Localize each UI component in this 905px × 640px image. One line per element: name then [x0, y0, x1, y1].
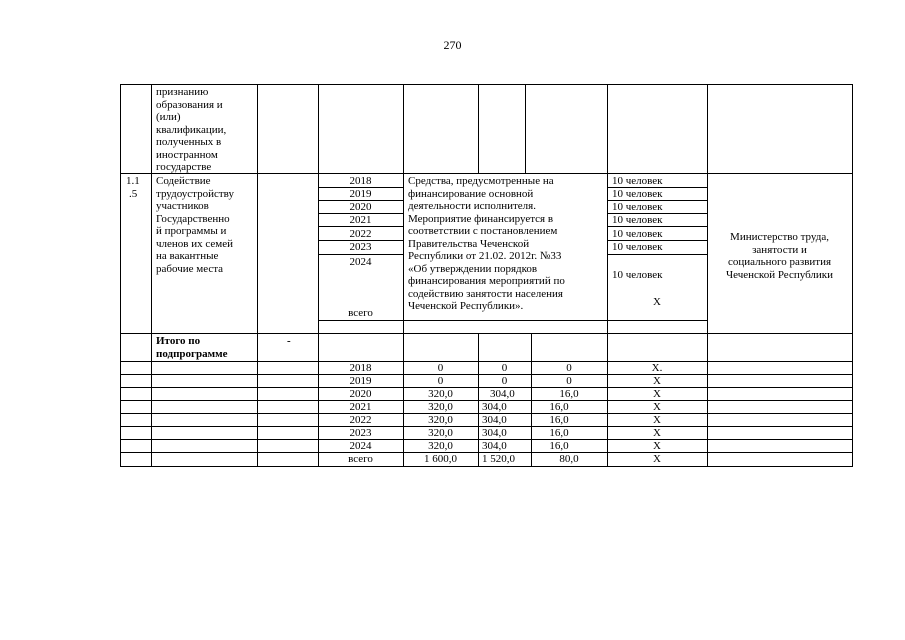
funding-text-line: соответствии с постановлением	[408, 225, 558, 237]
table-rule	[151, 84, 152, 466]
total-col3: 16,0	[549, 401, 569, 413]
table-rule	[607, 254, 707, 255]
activity-name-line: Государственно	[156, 212, 230, 225]
funding-text-line: Республики от 21.02. 2012г. №33	[408, 250, 562, 262]
total-col2: 0	[501, 362, 508, 374]
indicator-cell: 10 человек	[612, 241, 663, 253]
indicator-cell: 10 человек	[612, 269, 663, 281]
activity-name-line: участников	[156, 200, 209, 212]
activity-name-line: на вакантные	[156, 250, 219, 262]
indicator-cell: 10 человек	[612, 188, 663, 200]
total-col2: 304,0	[482, 440, 507, 452]
indicator-cell: 10 человек	[612, 228, 663, 240]
total-col2: 304,0	[482, 427, 507, 439]
total-col2: 1 520,0	[482, 453, 515, 465]
continuation-name-line: иностранном	[156, 148, 218, 161]
total-year: 2023	[349, 427, 372, 439]
table-rule	[478, 333, 479, 466]
year-cell: 2024	[349, 256, 372, 268]
activity-name-line: Содействие	[156, 175, 211, 187]
total-col2: 304,0	[482, 401, 507, 413]
table-rule	[120, 84, 853, 85]
year-cell: 2023	[349, 241, 372, 253]
continuation-name-line: квалификации,	[156, 123, 227, 136]
total-indicator: X	[653, 427, 661, 439]
funding-text-line: Мероприятие финансируется в	[408, 212, 554, 225]
total-indicator: X	[653, 388, 661, 400]
page-number: 270	[443, 38, 462, 52]
total-indicator: X	[653, 453, 661, 465]
year-cell: 2022	[349, 228, 372, 240]
total-col3: 0	[566, 375, 572, 387]
activity-name-line: трудоустройству	[156, 187, 234, 200]
executor-line: Чеченской Республики	[725, 268, 834, 281]
total-col3: 16,0	[549, 440, 569, 452]
total-amount: 320,0	[428, 401, 453, 413]
funding-text-line: деятельности исполнителя.	[408, 200, 536, 212]
executor-line: социального развития	[727, 256, 832, 268]
year-cell: 2019	[349, 188, 372, 200]
total-indicator: X	[653, 414, 661, 426]
executor-line: Министерство труда,	[730, 231, 829, 243]
total-col2: 304,0	[490, 388, 515, 400]
table-rule	[120, 173, 853, 174]
continuation-name-line: образования и	[156, 98, 223, 111]
total-amount: 1 600,0	[424, 453, 457, 465]
total-col3: 80,0	[559, 453, 579, 465]
row-number: .5	[129, 187, 138, 200]
funding-text-line: финансирование основной	[408, 187, 534, 200]
table-rule	[257, 84, 258, 466]
total-year: 2024	[349, 440, 372, 452]
row-number: 1.1	[126, 175, 140, 187]
table-rule	[120, 84, 121, 466]
year-cell: 2018	[349, 175, 372, 187]
year-cell-total: всего	[348, 307, 373, 319]
indicator-cell-total: X	[653, 296, 661, 308]
total-amount: 320,0	[428, 388, 453, 400]
table-rule	[318, 254, 403, 255]
total-col2: 0	[501, 375, 508, 387]
total-year: всего	[348, 453, 373, 465]
activity-name-line: членов их семей	[156, 237, 233, 250]
year-cell: 2021	[349, 214, 372, 226]
continuation-name-line: (или)	[156, 111, 181, 123]
total-col3: 0	[566, 362, 572, 374]
subprogram-total-label: Итого по	[156, 335, 201, 347]
table-rule	[525, 84, 526, 173]
total-year: 2020	[349, 388, 372, 400]
subprogram-total-label: подпрограмме	[156, 347, 228, 360]
total-indicator: X	[653, 375, 661, 387]
funding-text-line: Средства, предусмотренные на	[408, 175, 554, 187]
continuation-name-line: государстве	[156, 161, 212, 173]
indicator-cell: 10 человек	[612, 201, 663, 213]
activity-name-line: рабочие места	[156, 262, 224, 275]
executor-line: занятости и	[752, 243, 807, 256]
total-amount: 0	[437, 362, 444, 374]
table-rule	[120, 333, 853, 334]
table-rule	[318, 320, 707, 321]
total-amount: 0	[437, 375, 444, 387]
total-col3: 16,0	[549, 427, 569, 439]
total-amount: 320,0	[428, 414, 453, 426]
table-rule	[478, 84, 479, 173]
table-rule	[120, 466, 853, 467]
continuation-name-line: признанию	[156, 86, 209, 98]
total-year: 2021	[349, 401, 372, 413]
activity-name-line: й программы и	[156, 225, 227, 237]
funding-text-line: Правительства Чеченской	[408, 237, 530, 250]
indicator-cell: 10 человек	[612, 214, 663, 226]
total-col3: 16,0	[559, 388, 579, 400]
table-rule	[852, 84, 853, 466]
funding-text-line: «Об утверждении порядков	[408, 262, 538, 275]
funding-text-line: содействию занятости населения	[408, 287, 563, 300]
total-col3: 16,0	[549, 414, 569, 426]
funding-text-line: финансирования мероприятий по	[408, 275, 565, 287]
funding-text-line: Чеченской Республики».	[408, 300, 524, 312]
total-year: 2018	[349, 362, 372, 374]
total-amount: 320,0	[428, 427, 453, 439]
total-year: 2019	[349, 375, 372, 387]
subprogram-total-dash: -	[287, 335, 291, 347]
total-indicator: X	[653, 440, 661, 452]
continuation-name-line: полученных в	[156, 136, 222, 148]
total-year: 2022	[349, 414, 372, 426]
total-col2: 304,0	[482, 414, 507, 426]
year-cell: 2020	[349, 201, 372, 213]
total-indicator: X	[653, 401, 661, 413]
indicator-cell: 10 человек	[612, 175, 663, 187]
total-indicator: X.	[651, 362, 663, 374]
total-amount: 320,0	[428, 440, 453, 452]
